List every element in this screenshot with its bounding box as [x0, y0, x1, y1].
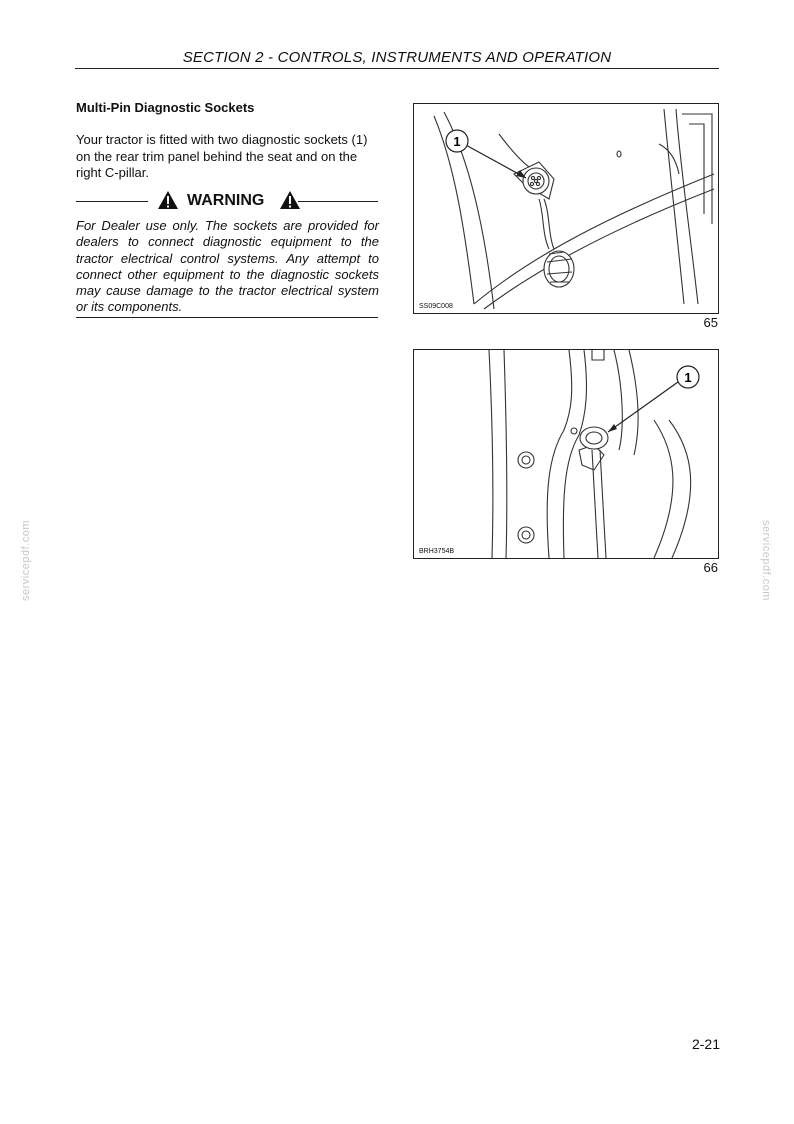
rear-trim-socket-illustration — [414, 104, 718, 313]
warning-triangle-icon — [279, 190, 301, 210]
figure-rear-trim-socket — [413, 103, 719, 314]
intro-paragraph: Your tractor is fitted with two diagnostic sockets (1) on the rear trim panel behind the seat and on the right C-pillar. — [76, 132, 368, 180]
watermark-right: servicepdf.com — [760, 520, 772, 601]
figure-code: SS09C008 — [419, 303, 453, 310]
watermark-left: servicepdf.com — [20, 520, 32, 601]
header-rule — [75, 68, 719, 69]
figure-number: 66 — [703, 560, 718, 575]
page-number: 2-21 — [691, 1036, 720, 1052]
warning-rule-right — [298, 201, 378, 202]
warning-triangle-icon — [157, 190, 179, 210]
c-pillar-socket-illustration — [414, 350, 718, 558]
section-heading: Multi-Pin Diagnostic Sockets — [76, 100, 255, 115]
warning-label: WARNING — [187, 192, 265, 209]
callout-label: 1 — [453, 134, 461, 149]
warning-bottom-rule — [76, 317, 378, 318]
figure-c-pillar-socket — [413, 349, 719, 559]
figure-code: BRH3754B — [419, 548, 455, 555]
figure-number: 65 — [703, 315, 718, 330]
header-title: SECTION 2 - CONTROLS, INSTRUMENTS AND OPERATION — [182, 49, 612, 66]
warning-banner — [76, 188, 378, 214]
warning-rule-left — [76, 201, 148, 202]
warning-text: For Dealer use only. The sockets are provided for dealers to connect diagnostic equipment to the tractor electrical control systems. Any attempt to connect other equipment to the diagnostic sockets may cause damage to the tractor electrical system or its components. — [76, 218, 379, 315]
callout-label: 1 — [684, 370, 692, 385]
